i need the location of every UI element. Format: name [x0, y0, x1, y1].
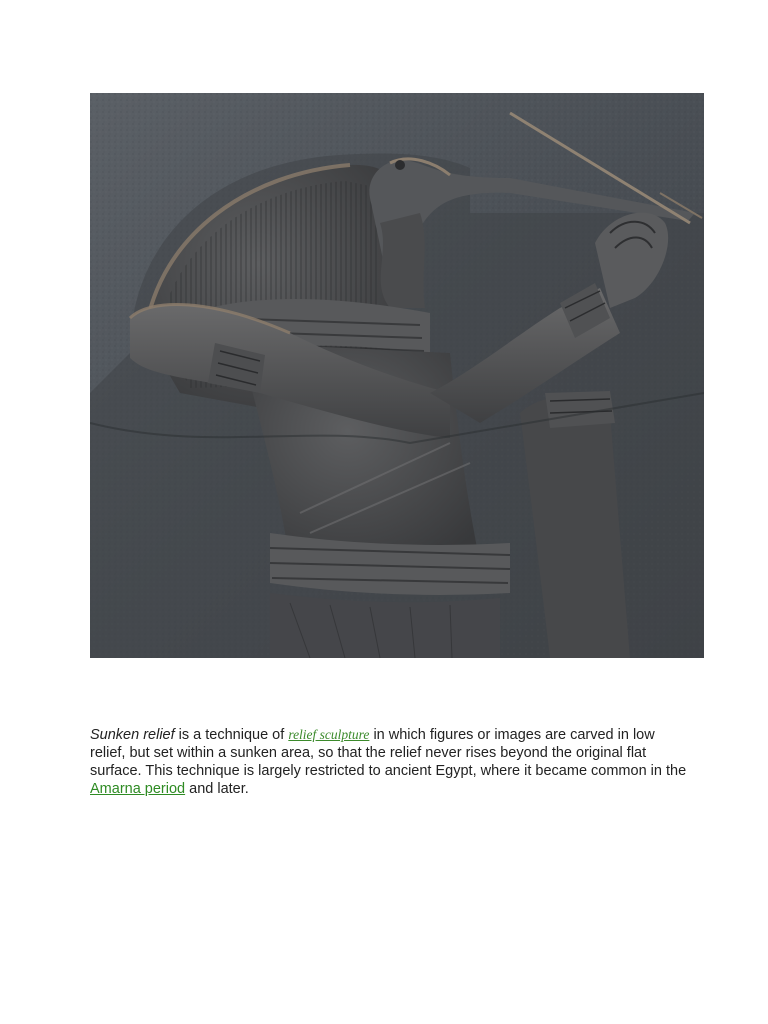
amarna-period-link[interactable]: Amarna period	[90, 781, 186, 797]
caption-text-3: and later.	[185, 781, 249, 797]
caption-text-2: in which figures or images are carved in low relief, but set within a sunken area, so that the relief never rises beyond the original flat surface. This technique is largely restricted to ancient Egypt, where it became common in the	[90, 727, 687, 779]
caption-text-1: is a technique of	[174, 727, 289, 743]
sunken-relief-photo	[90, 93, 704, 658]
caption-paragraph	[90, 726, 690, 798]
relief-sculpture-link[interactable]: relief sculpture	[288, 727, 370, 742]
caption-term: Sunken relief	[90, 727, 175, 743]
